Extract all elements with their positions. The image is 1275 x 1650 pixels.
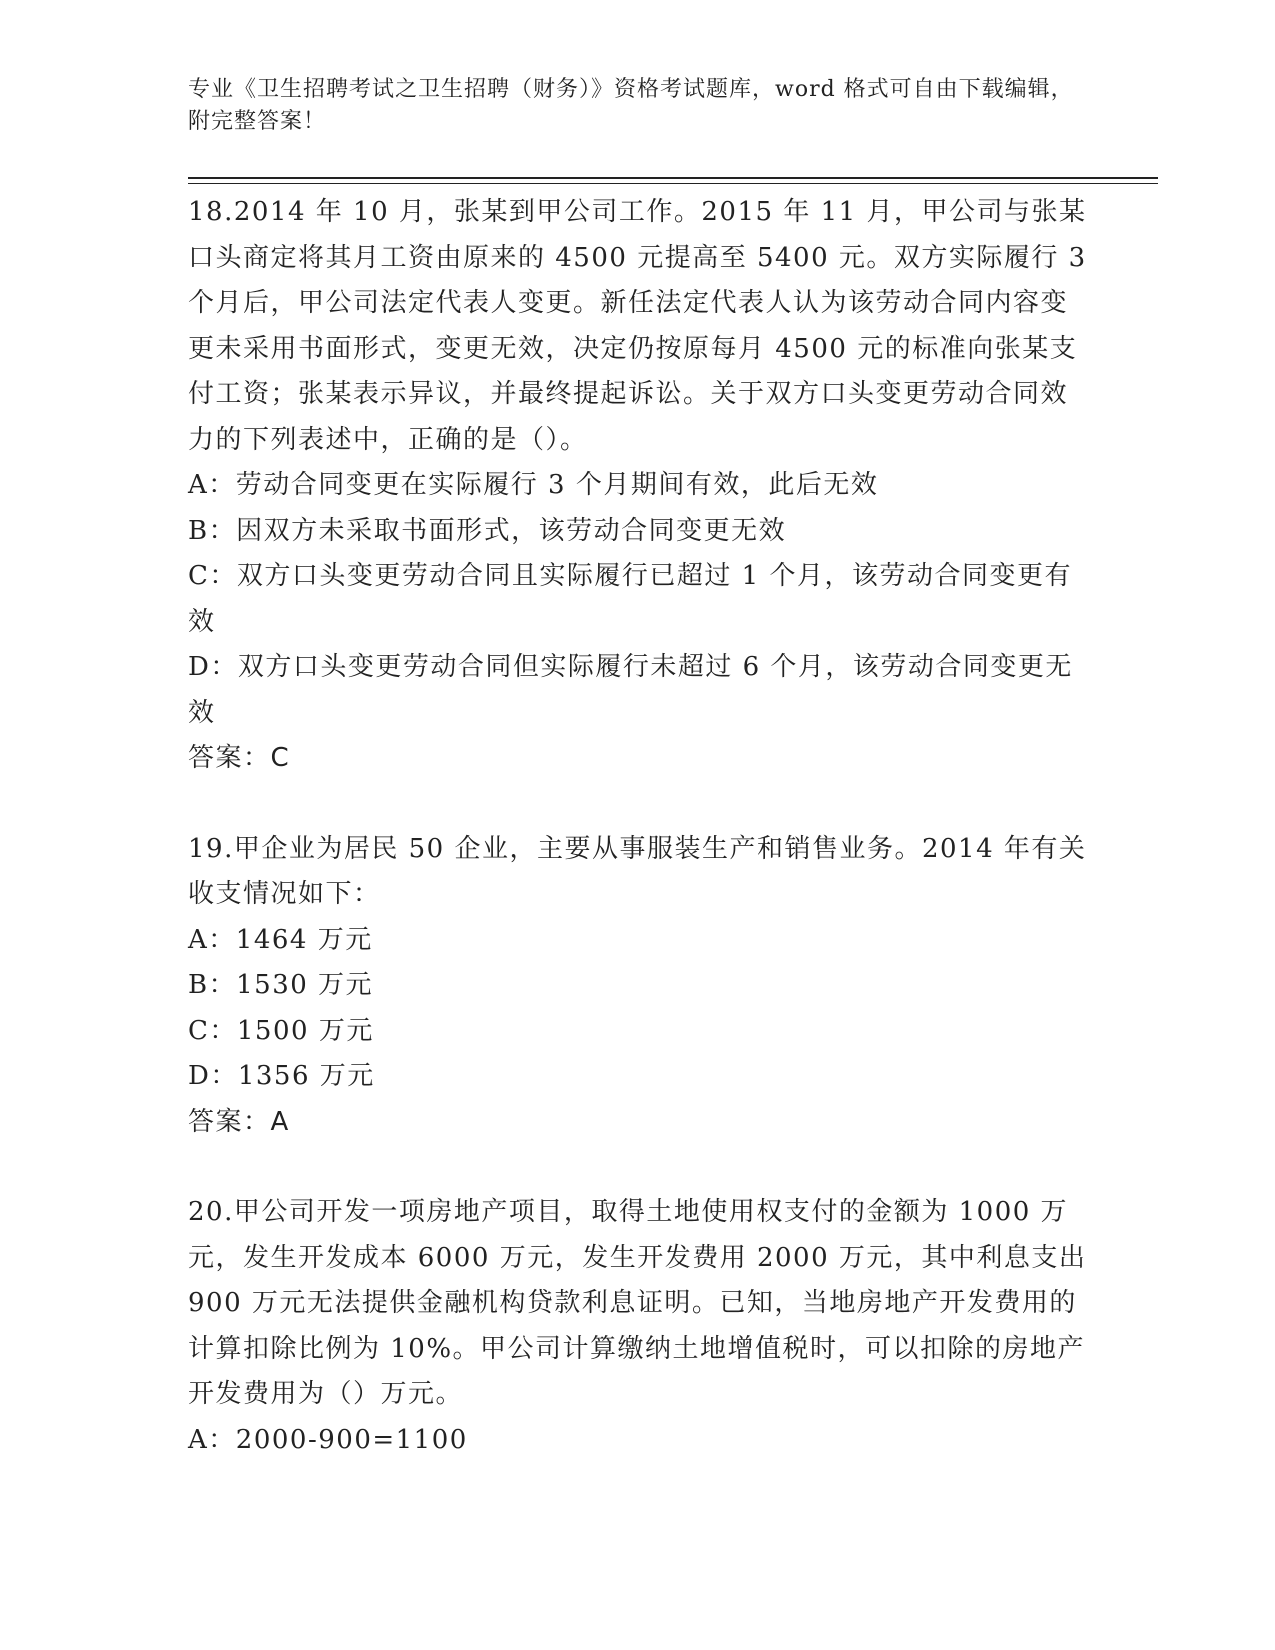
document-header: 专业《卫生招聘考试之卫生招聘（财务）》资格考试题库，word 格式可自由下载编辑，附完整答案！ <box>188 77 1074 134</box>
question-spacer <box>188 1145 1088 1190</box>
answer: 答案：C <box>188 743 291 773</box>
header-divider-thick <box>188 177 1158 179</box>
question-19 <box>188 827 1088 1146</box>
option-a: A：劳动合同变更在实际履行 3 个月期间有效，此后无效 <box>188 470 879 500</box>
question-stem: 18.2014 年 10 月，张某到甲公司工作。2015 年 11 月，甲公司与张某口头商定将其月工资由原来的 4500 元提高至 5400 元。双方实际履行 3 个月后，甲公司法定代表人变更。新任法定代表人认为该劳动合同内容变更未采用书面形式，变更无效，决定仍按原每月 4500 元的标准向张某支付工资；张某表示异议，并最终提起诉讼。关于双方口头变更劳动合同效力的下列表述中，正确的是（）。 <box>188 197 1087 455</box>
option-a: A：2000-900=1100 <box>188 1424 468 1455</box>
option-c: C：双方口头变更劳动合同且实际履行已超过 1 个月，该劳动合同变更有效 <box>188 561 1072 637</box>
header-divider-thin <box>188 183 1158 184</box>
question-stem: 19.甲企业为居民 50 企业，主要从事服装生产和销售业务。2014 年有关收支情况如下： <box>188 833 1087 909</box>
question-spacer <box>188 782 1088 827</box>
question-20 <box>188 1190 1088 1463</box>
question-stem: 20.甲公司开发一项房地产项目，取得土地使用权支付的金额为 1000 万元，发生开发成本 6000 万元，发生开发费用 2000 万元，其中利息支出 900 万元无法提供金融机构贷款利息证明。已知，当地房地产开发费用的计算扣除比例为 10%。甲公司计算缴纳土地增值税时，可以扣除的房地产开发费用为（）万元。 <box>188 1197 1087 1409</box>
option-b: B：因双方未采取书面形式，该劳动合同变更无效 <box>188 515 787 546</box>
option-c: C：1500 万元 <box>188 1015 374 1046</box>
question-list <box>188 190 1088 1463</box>
option-d: D：双方口头变更劳动合同但实际履行未超过 6 个月，该劳动合同变更无效 <box>188 652 1073 728</box>
option-a: A：1464 万元 <box>188 924 373 955</box>
option-b: B：1530 万元 <box>188 970 374 1000</box>
answer: 答案：A <box>188 1106 290 1137</box>
option-d: D：1356 万元 <box>188 1061 375 1091</box>
question-18 <box>188 190 1088 782</box>
